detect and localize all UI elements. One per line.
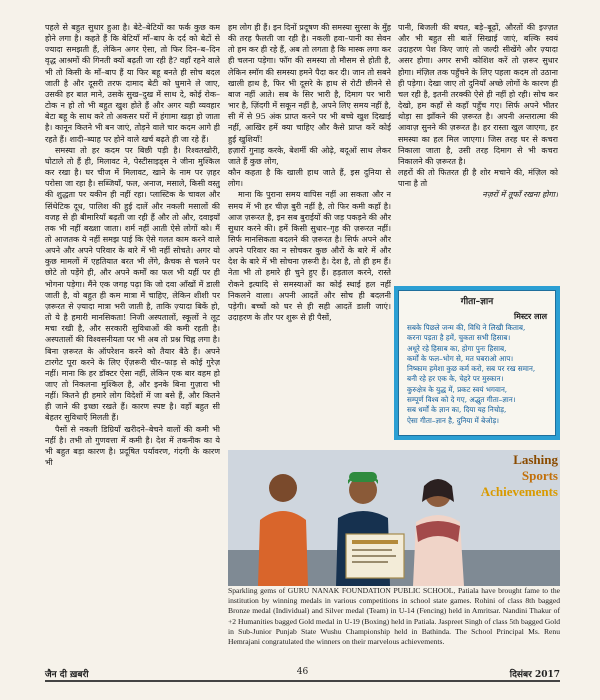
poem-line: सम्पूर्ण विश्व को दे गए, अद्भुत गीता–ज्ञान। [407,395,516,405]
poem-line: सब धर्मों के ज्ञान का, दिया यह निचोड़, [407,405,507,415]
poem-box-inner [398,290,556,436]
poem-body [407,323,547,426]
photo-caption: Sparkling gems of GURU NANAK FOUNDATION PUBLIC SCHOOL, Patiala have brought fame to the institution by winning medals in various competitions in school state games. Rohini of class 8th bagged Bronze medal (Individual) and Silver medal (Team) in U-14 (Fencing) held in Amritsar. Nandini Thakur of +2 Humanities bagged Gold medal in U-19 (Boxing) held in Patiala. Jaspreet Singh of class 5th bagged Gold in Sub-Junior Punjab State Wushu Championship held in Bathinda. The School Principal Ms. Renu Hemrajani congratulated the winners on their marvelous achievements. [228,586,560,647]
poem-box [394,286,560,440]
poem-line: बनी रहे हर एक के, चेहरे पर मुस्कान। [407,374,504,384]
banner-line: Achievements [480,484,558,499]
verse-line: लहरों की तो फितरत ही है शोर मचाने की, मंज़िल को पाना है तो [398,168,558,189]
article-column-1 [45,22,220,662]
footer-rule [45,680,560,682]
article-paragraph: माना कि पुराना समय वापिस नहीं आ सकता और न समय में भी हर चीज़ बुरी नहीं है, तो फिर कमी कहाँ है। आज ज़रूरत है, इन सब बुराईयों की जड़ पकड़ने की और सुधार करने की। हमें किसी सुधार–गृह की ज़रूरत नहीं। सिर्फ मानसिकता बदलने की ज़रूरत है। सिर्फ अपने और अपने परिवार का न सोचकर कुछ औरों के बारे में और देश के बारे में भी सोचना ज़रूरी है। देश है, तो ही हम हैं। नेता भी तो हमारे ही चुने हुए हैं। हड़ताल करने, रास्ते रोकने इत्यादि से समस्याओं का कोई स्थाई हल नहीं निकलने वाला। अपनी आदतें और सोच ही बदलनी पड़ेगी। बच्चों को घर से ही सही आदतें डाली जाएं। उदाहरण के तौर पर शुरू से ही पैसों, [228,190,391,323]
article-paragraph: समस्या तो हर कदम पर बिछी पड़ी है। रिश्वतखोरी, घोटाले तो हैं ही, मिलावट ने, पेस्टीसाइड्स ने जीना मुश्किल कर रखा है। घर चीज में मिलावट, खाने के नाम पर ज़हर परोसा जा रहा है। सब्जियाँ, फल, अनाज, मसाले, किसी वस्तु की शुद्धता पर यकीन ही नहीं रहा। प्लास्टिक के चावल और सिंथेटिक दूध, पालिश की हुई दालें और नकली मसालों की वजह से ही बीमारियाँ बढ़ती जा रही हैं और तो और, दवाइयाँ तक भी नहीं बख्शा जाता। शर्म नहीं आती ऐसे लोगों को। मैं तो आजतक ये नहीं समझ पाई कि ऐसे गलत काम करने वाले अपने और अपने परिवार के बारे में भी नहीं सोचते। अगर यो कुछ मामलों में एहतियात बरत भी लेंगे, क्रैचक से चलने पर छोटे तो पड़ेंगे ही, और अपने कर्मों का फल भी यहीं पर ही भोगना पड़ेगा। मैंने एक जगह पढ़ा कि जो दवा आँखों में डाली जाती है, वो बहुत ही कम मात्रा में चाहिए, लेकिन शीशी पर ज़रूरत से ज़्यादा मात्रा भरी जाती है, ताकि ज़्यादा बिकें हो, तो ये है हमारी मानसिकता! निजी अस्पतालों, स्कूलों ने लूट मचा रखी है, और सरकारी सुविधाओं की कमी रहती है। अस्पतालों की विश्वसनीयता पर भी अब तो प्रश्न चिह्न लगा है। बिना ज़रूरत के ऑपरेशन करने को तैयार बैठे हैं। अपने टारगेट पूरा करने के लिए ऐंज़रूरी चीर–फाड़ से कोई गुरेज़ नहीं। माना कि हर डॉक्टर ऐसा नहीं, लेकिन एक बार वहम हो जाए तो निकलना मुश्किल है, और इनके बिना गुज़ारा भी नहीं। कितने ही हमारे लोग विदेशों में जा बसे हैं, और कितने ही जाने की इच्छा रखते हैं। कारण स्पष्ट है। वहाँ बहुत सी बेहतर सुविधाएँ मिलती हैं। [45,145,220,423]
poem-line: करना पड़ता है हमें, चुकता सभी हिसाब। [407,333,511,343]
poem-line: निष्काम हमेशा कुछ कर्म करो, सब पर रख समान, [407,364,536,374]
article-paragraph: हम लोग ही हैं। इन दिनों प्रदूषण की समस्या सुरसा के मुँह की तरह फैलती जा रही है। नकली हवा–पानी का सेवन तो हम कर ही रहे हैं, अब तो लगता है कि मास्क लगा कर ही चलना पड़ेगा। फॉग की समस्या तो मौसम से होती है, लेकिन स्मॉग की समस्या हमने पैदा कर दी। जान तो सबने खाली हाथ है, फिर भी दूसरे के हाथ से रोटी छीनने से बाज नहीं आते। सब के सिर भारी है, दिमाग पर भारी भार है, ज़िंदगी में सकून नहीं है, अपने लिए समय नहीं है, सी में से 95 अंक प्राप्त करने पर भी बच्चे खुश दिखाई नहीं, आखिर हमें क्या चाहिए और कैसे प्राप्त करें कोई हुई खुशियाँ! [228,23,391,144]
banner-line: Sports [521,468,558,483]
verse-line: हज़ारों गुनाह करके, बेशर्मी की ओढ़े, बदूओं साथ लेकर जाते हैं कुछ लोग, [228,145,391,166]
issue-date: दिसंबर 2017 [509,670,560,680]
verse-line: नज़रों में तूफाँ रखना होगा। [482,190,558,200]
poem-line: ऐसा गीता–ज्ञान है, दुनिया में बेजोड़। [407,415,500,425]
poem-title: गीता–ज्ञान [460,297,494,307]
article-paragraph: पैसों से नकली डिग्रियाँ खरीदने–बेचने वालों की कमी भी नहीं है। तभी तो गुणवत्ता में कमी है। देश में तकनीक का ये भी बहुत बड़ा कारण है। प्रदूषित पर्यावरण, गंदगी के कारण भी [45,424,220,468]
article-column-2 [228,22,391,442]
article-column-3 [398,22,558,250]
magazine-name: जैन दी ख़बरी [45,670,89,680]
article-paragraph: पहले से बहुत सुधार हुआ है। बेटे–बेटियों का फर्क कुछ कम होने लगा है। कहते हैं कि बेटियाँ माँ–बाप के दर्द को बेटों से ज्यादा समझती हैं, लेकिन अगर ऐसा, तो फिर दिन–ब–दिन वृद्ध आश्रमों की गिनती क्यों बढ़ती जा रही है? वहाँ रहने वाले भी तो किसी के माँ–बाप हैं या फिर बहू बनते ही सोच बदल जाती है और दूसरी तरफ दामाद बेटी को घुमाने ले जाए, उसकी हर बात माने, उसके सुख–दुख में साथ दे, कोई रोक–टोक न हो तो भी बहुत खुश होते हैं और अगर यही व्यवहार बेटा बहू के साथ करे तो अकसर घरों में हंगामा खड़ा हो जाता है। कानून कितने भी बन जाएं, तोड़ने वाले चार कदम आगे ही रहते हैं। शादी–ब्याह पर होने वाले खर्च बढ़ते ही जा रहे हैं। [45,23,220,144]
poem-line: अधूरे रहे हिसाब का, होगा पुनः हिसाब, [407,343,507,353]
poem-author: मिस्टर लाल [514,311,547,321]
poem-line: सबके पिछले जन्म की, विधि ने लिखी किताब, [407,323,526,332]
article-paragraph: पानी, बिजली की बचत, बड़े–बूढ़ों, औरतों की इज्ज़त और भी बहुत सी बातें सिखाई जाएं, बल्कि स्वयं उदाहरण पेश किए जाएं तो जल्दी सीखेंगे और ज़्यादा असर होगा। अगर सभी कोशिश करें तो ज़रूर सुधार होगा। मंज़िल तक पहुँचने के लिए पहला कदम तो उठाना ही पड़ेगा। देखा जाए तो दुनियाँ अच्छे लोगों के कारण ही चल रही है, इतनी तरक्की ऐसे ही नहीं हो रही। सोच कर देखो, हम कहाँ से कहाँ पहुँच गए। सिर्फ अपने भीतर थोड़ा सा झाँकने की ज़रूरत है। अपनी अन्तरात्मा की आवाज़ सुनने की ज़रूरत है। हर रास्ता खुल जाएगा, हर समस्या का हल मिल जाएगा। जिस तरह घर से कचरा निकाला जाता है, उसी तरह दिमाग से भी कचरा निकालने की ज़रूरत है। [398,23,558,166]
sports-banner [470,452,558,500]
verse-line: कौन कहता है कि खाली हाथ जाते हैं, इस दुनिया से लोग। [228,168,391,189]
page-number: 46 [296,667,309,677]
poem-line: कुरुक्षेत्र के युद्ध में, प्रकट स्वयं भगवान, [407,384,508,394]
banner-line: Lashing [513,452,558,467]
poem-line: कर्मों के फल–भोग से, मत घबराओ आप। [407,353,514,363]
